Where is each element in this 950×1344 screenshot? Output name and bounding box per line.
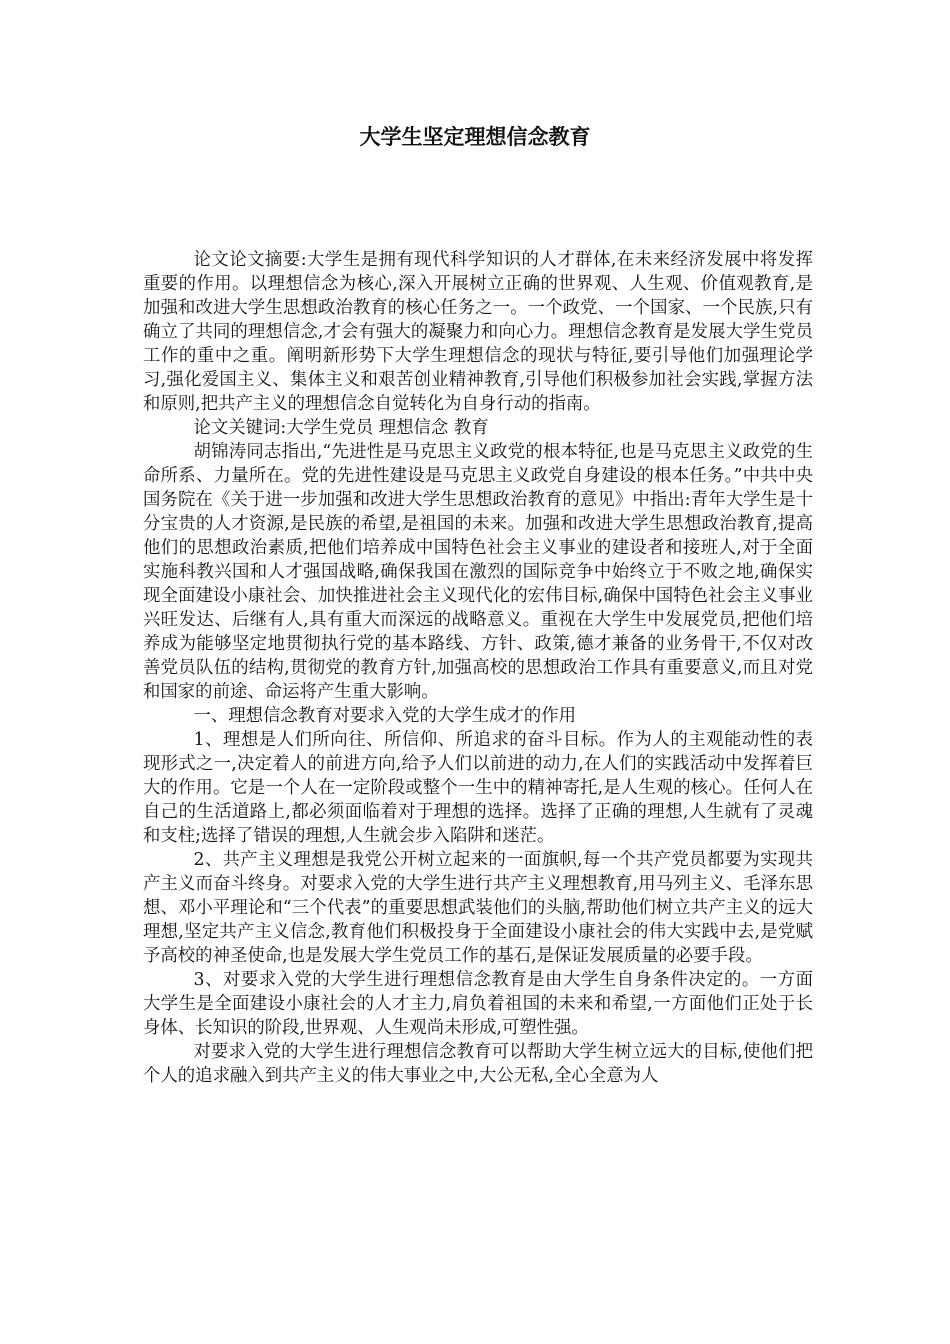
abstract-paragraph: 论文论文摘要:大学生是拥有现代科学知识的人才群体,在未来经济发展中将发挥重要的作用。以理想信念为核心,深入开展树立正确的世界观、人生观、价值观教育,是加强和改进大学生思想政治教育的核心任务之一。一个政党、一个国家、一个民族,只有确立了共同的理想信念,才会有强大的凝聚力和向心力。理想信念教育是发展大学生党员工作的重中之重。阐明新形势下大学生理想信念的现状与特征,要引导他们加强理论学习,强化爱国主义、集体主义和艰苦创业精神教育,引导他们积极参加社会实践,掌握方法和原则,把共产主义的理想信念自觉转化为自身行动的指南。 <box>143 250 813 414</box>
body-paragraph: 胡锦涛同志指出,“先进性是马克思主义政党的根本特征,也是马克思主义政党的生命所系、力量所在。党的先进性建设是马克思主义政党自身建设的根本任务。”中共中央国务院在《关于进一步加强和改进大学生思想政治教育的意见》中指出:青年大学生是十分宝贵的人才资源,是民族的希望,是祖国的未来。加强和改进大学生思想政治教育,提高他们的思想政治素质,把他们培养成中国特色社会主义事业的建设者和接班人,对于全面实施科教兴国和人才强国战略,确保我国在激烈的国际竞争中始终立于不败之地,确保实现全面建设小康社会、加快推进社会主义现代化的宏伟目标,确保中国特色社会主义事业兴旺发达、后继有人,具有重大而深远的战略意义。重视在大学生中发展党员,把他们培养成为能够坚定地贯彻执行党的基本路线、方针、政策,德才兼备的业务骨干,不仅对改善党员队伍的结构,贯彻党的教育方针,加强高校的思想政治工作具有重要意义,而且对党和国家的前途、命运将产生重大影响。 <box>143 442 813 702</box>
section-heading: 一、理想信念教育对要求入党的大学生成才的作用 <box>193 706 577 726</box>
body-paragraph: 3、对要求入党的大学生进行理想信念教育是由大学生自身条件决定的。一方面大学生是全面建设小康社会的人才主力,肩负着祖国的未来和希望,一方面他们正处于长身体、长知识的阶段,世界观、人生观尚未形成,可塑性强。 <box>143 970 813 1038</box>
document-title: 大学生坚定理想信念教育 <box>359 124 591 149</box>
body-paragraph: 对要求入党的大学生进行理想信念教育可以帮助大学生树立远大的目标,使他们把个人的追求融入到共产主义的伟大事业之中,大公无私,全心全意为人 <box>143 1042 813 1086</box>
keywords-paragraph: 论文关键词:大学生党员 理想信念 教育 <box>193 418 489 438</box>
body-paragraph: 2、共产主义理想是我党公开树立起来的一面旗帜,每一个共产党员都要为实现共产主义而奋斗终身。对要求入党的大学生进行共产主义理想教育,用马列主义、毛泽东思想、邓小平理论和“三个代表”的重要思想武装他们的头脑,帮助他们树立共产主义的远大理想,坚定共产主义信念,教育他们积极投身于全面建设小康社会的伟大实践中去,是党赋予高校的神圣使命,也是发展大学生党员工作的基石,是保证发展质量的必要手段。 <box>143 850 813 966</box>
document-body <box>143 248 813 1088</box>
body-paragraph: 1、理想是人们所向往、所信仰、所追求的奋斗目标。作为人的主观能动性的表现形式之一,决定着人的前进方向,给予人们以前进的动力,在人们的实践活动中发挥着巨大的作用。它是一个人在一定阶段或整个一生中的精神寄托,是人生观的核心。任何人在自己的生活道路上,都必须面临着对于理想的选择。选择了正确的理想,人生就有了灵魂和支柱;选择了错误的理想,人生就会步入陷阱和迷茫。 <box>143 730 813 846</box>
